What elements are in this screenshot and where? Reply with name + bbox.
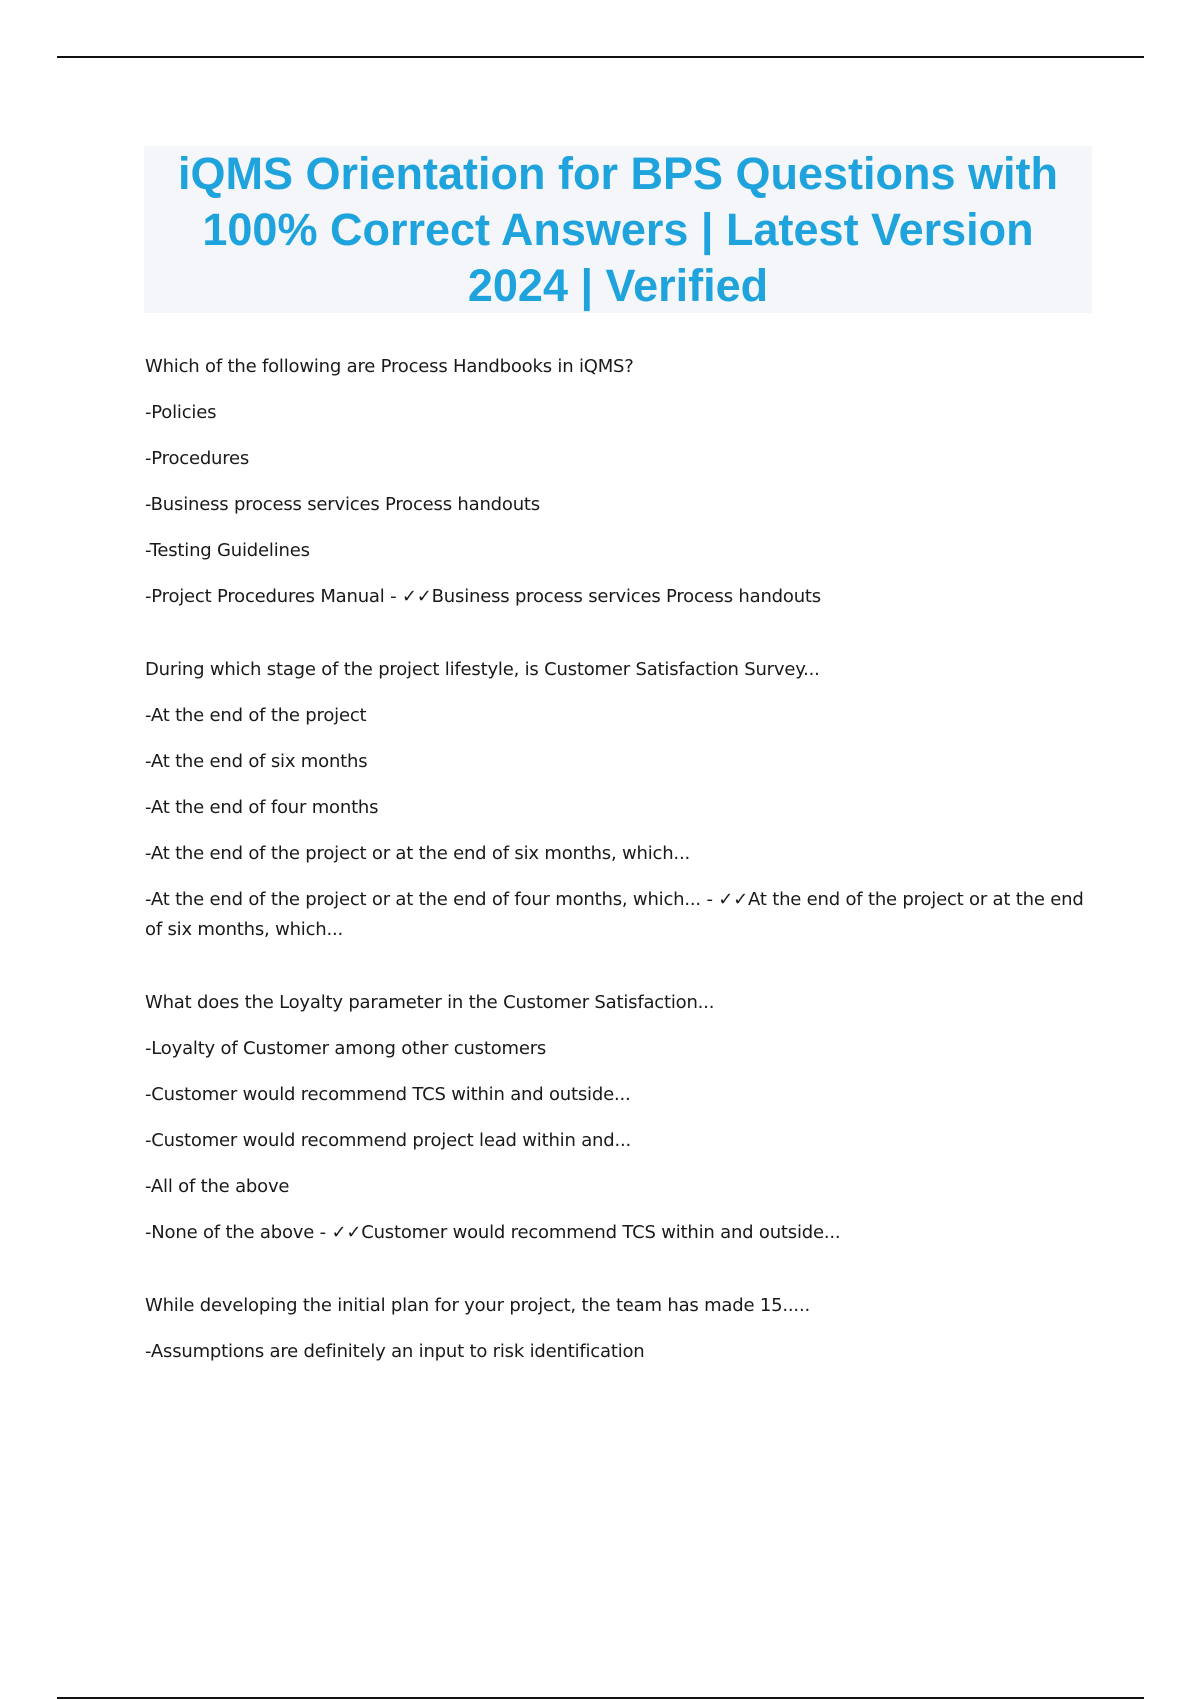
option-text: -Project Procedures Manual - <box>145 586 402 607</box>
document-title: iQMS Orientation for BPS Questions with 100% Correct Answers | Latest Version 2024 | Verified <box>177 147 1059 311</box>
option-text: -Business process services Process handouts <box>145 494 540 515</box>
question-list <box>145 352 1085 1410</box>
question-text: Which of the following are Process Handbooks in iQMS? <box>145 356 634 377</box>
option-text: -Customer would recommend project lead within and... <box>145 1130 632 1151</box>
check-mark-icon: ✓✓ <box>331 1222 362 1243</box>
question-text: During which stage of the project lifestyle, is Customer Satisfaction Survey... <box>145 659 820 680</box>
option-text: -Loyalty of Customer among other customers <box>145 1038 547 1059</box>
check-mark-icon: ✓✓ <box>718 889 749 910</box>
question-block <box>145 1291 1085 1367</box>
answer-line <box>145 1218 1085 1248</box>
top-rule <box>57 56 1144 58</box>
answer-text: Customer would recommend TCS within and outside... <box>361 1222 841 1243</box>
option-text: -None of the above - <box>145 1222 332 1243</box>
question-block <box>145 988 1085 1248</box>
question-text: While developing the initial plan for your project, the team has made 15..... <box>145 1295 810 1316</box>
option-text: -Customer would recommend TCS within and outside... <box>145 1084 631 1105</box>
option-text: -Assumptions are definitely an input to risk identification <box>145 1341 645 1362</box>
question-block <box>145 352 1085 612</box>
title-banner <box>144 146 1092 313</box>
option-text: -Testing Guidelines <box>145 540 310 561</box>
question-text: What does the Loyalty parameter in the Customer Satisfaction... <box>145 992 715 1013</box>
option-text: -At the end of the project <box>145 705 367 726</box>
bottom-rule <box>57 1697 1144 1699</box>
option-text: -At the end of the project or at the end of six months, which... <box>145 843 690 864</box>
option-text: -Policies <box>145 402 217 423</box>
option-text: -Procedures <box>145 448 250 469</box>
option-text: -At the end of four months <box>145 797 379 818</box>
question-block <box>145 655 1085 945</box>
option-text: -At the end of the project or at the end of four months, which... - <box>145 889 719 910</box>
option-text: -All of the above <box>145 1176 290 1197</box>
answer-line <box>145 885 1085 945</box>
answer-text: Business process services Process handouts <box>431 586 821 607</box>
answer-text: At the end of the project or at the end of six months, which... <box>145 889 1084 940</box>
answer-line <box>145 582 1085 612</box>
check-mark-icon: ✓✓ <box>401 586 432 607</box>
option-text: -At the end of six months <box>145 751 368 772</box>
